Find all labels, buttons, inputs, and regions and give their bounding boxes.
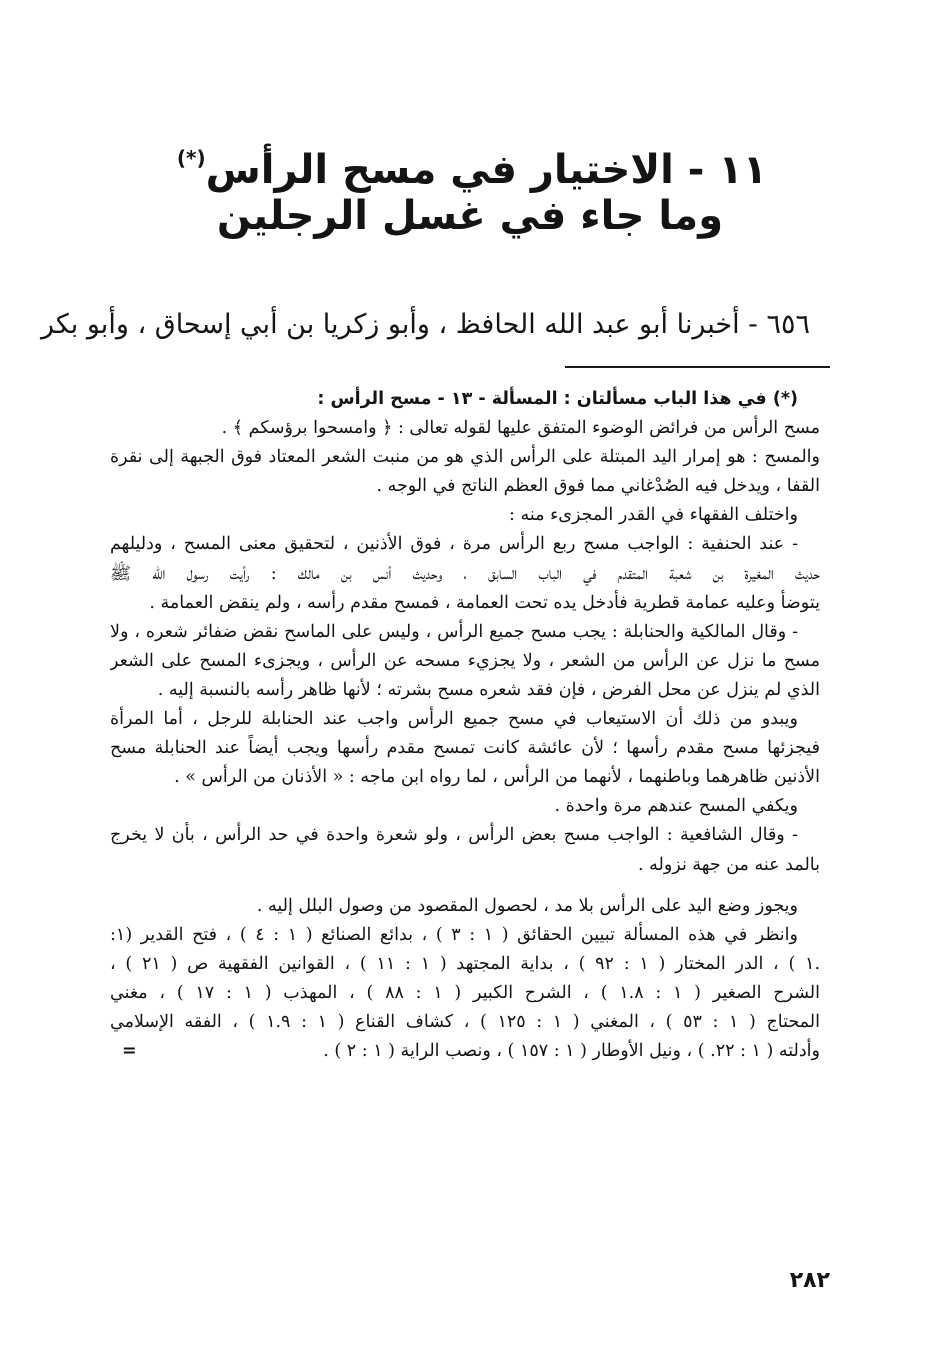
footnote-line: المحتاج ( ١ : ٥٣ ) ، المغني ( ١ : ١٢٥ ) ، كشاف القناع ( ١ : ١.٩ ) ، الفقه الإسلامي	[110, 1011, 820, 1032]
footnote	[110, 385, 820, 1066]
footnote-line: ويبدو من ذلك أن الاستيعاب في مسح جميع الرأس واجب عند الحنابلة للرجل ، أما المرأة	[110, 709, 798, 730]
continuation-mark: =	[122, 1041, 137, 1062]
footnote-heading: (*) في هذا الباب مسألتان : المسألة - ١٣ - مسح الرأس :	[317, 389, 798, 409]
footnote-line: ويجوز وضع اليد على الرأس بلا مد ، لحصول المقصود من وصول البلل إليه .	[256, 895, 798, 916]
footnote-line: والمسح : هو إمرار اليد المبتلة على الرأس الذي هو من منبت الشعر المعتاد فوق الجبهة إلى نقرة	[110, 447, 820, 468]
footnote-separator	[565, 366, 830, 368]
page-number: ٢٨٢	[789, 1268, 830, 1293]
footnote-line: حديث المغيرة بن شعبة المتقدم في الباب السابق ، وحديث أنس بن مالك : رأيت رسول الله ﷺ	[110, 563, 820, 584]
footnote-line: مسح ما نزل عن الرأس من الشعر ، ولا يجزيء مسحه عن الرأس ، ويجزىء المسح على الشعر	[110, 650, 820, 671]
footnote-line: يتوضأ وعليه عمامة قطرية فأدخل يده تحت العمامة ، فمسح مقدم رأسه ، ولم ينقض العمامة .	[149, 592, 820, 613]
footnote-line: القفا ، ويدخل فيه الصُدْغاني مما فوق العظم الناتج في الوجه .	[376, 476, 820, 497]
footnote-line: - وقال الشافعية : الواجب مسح بعض الرأس ، ولو شعرة واحدة في حد الرأس ، بأن لا يخرج	[110, 825, 798, 846]
chapter-title-line-2: وما جاء في غسل الرجلين	[216, 193, 724, 239]
footnote-line: - وقال المالكية والحنابلة : يجب مسح جميع الرأس ، وليس على الماسح نقض ضفائر شعره ، ولا	[110, 621, 798, 642]
footnote-line: .١ ) ، الدر المختار ( ١ : ٩٢ ) ، بداية المجتهد ( ١ : ١١ ) ، القوانين الفقهية ص ( ٢١ ) ،	[110, 953, 820, 974]
footnote-line: وانظر في هذه المسألة تبيين الحقائق ( ١ : ٣ ) ، بدائع الصنائع ( ١ : ٤ ) ، فتح القدير (١:	[110, 924, 798, 945]
footnote-last-line	[110, 1037, 820, 1066]
footnote-line: ويكفي المسح عندهم مرة واحدة .	[554, 796, 798, 817]
footnote-line: - عند الحنفية : الواجب مسح ربع الرأس مرة ، فوق الأذنين ، لتحقيق معنى المسح ، ودليلهم	[110, 534, 798, 555]
footnote-line: مسح الرأس من فرائض الوضوء المتفق عليها لقوله تعالى : ﴿ وامسحوا برؤسكم ﴾ .	[221, 418, 820, 439]
footnote-line: واختلف الفقهاء في القدر المجزىء منه :	[509, 505, 798, 526]
footnote-marker: (*)	[176, 146, 206, 170]
footnote-line: الأذنين ظاهرهما وباطنهما ، لأنهما من الرأس ، لما رواه ابن ماجه : « الأذنان من الرأس » .	[174, 767, 820, 788]
footnote-line: الشرح الصغير ( ١ : ١.٨ ) ، الشرح الكبير ( ١ : ٨٨ ) ، المهذب ( ١ : ١٧ ) ، مغني	[110, 982, 820, 1003]
footnote-line: فيجزئها مسح مقدم رأسها ؛ لأن عائشة كانت تمسح مقدم رأسها ويجب أيضاً عند الحنابلة مسح	[110, 738, 820, 759]
footnote-line: وأدلته ( ١ : ٢٢. ) ، ونيل الأوطار ( ١ : ١٥٧ ) ، ونصب الراية ( ١ : ٢ ) .	[323, 1041, 820, 1062]
chapter-title-text: ١١ - الاختيار في مسح الرأس	[205, 147, 768, 193]
footnote-line: بالمد عنه من جهة نزوله .	[638, 854, 820, 875]
hadith-text: ٦٥٦ - أخبرنا أبو عبد الله الحافظ ، وأبو زكريا بن أبي إسحاق ، وأبو بكر	[40, 309, 810, 340]
footnote-line: الذي لم ينزل عن محل الفرض ، فإن فقد شعره مسح بشرته ؛ لأنها ظاهر رأسه بالنسبة إليه .	[157, 679, 820, 700]
